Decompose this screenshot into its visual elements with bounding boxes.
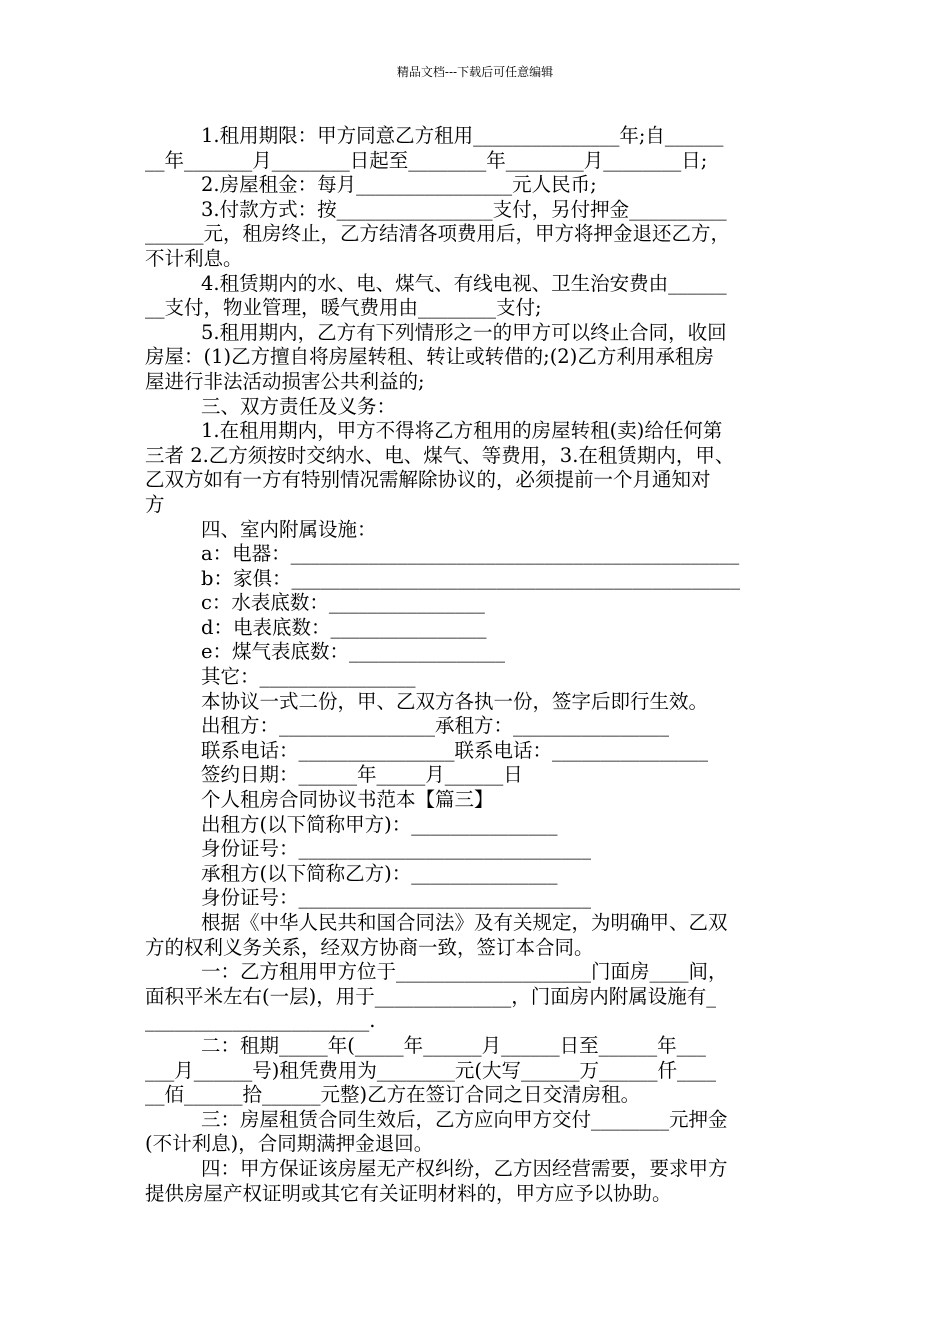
document-body (145, 124, 817, 1206)
text-line: 承租方(以下简称乙方)：_______________ (201, 861, 558, 885)
text-line: 屋进行非法活动损害公共利益的; (145, 369, 425, 393)
text-line: 签约日期：______年_____月______日 (201, 763, 523, 787)
text-line: 方 (145, 492, 165, 516)
text-line: 方的权利义务关系，经双方协商一致，签订本合同。 (145, 935, 594, 959)
text-line: 根据《中华人民共和国合同法》及有关规定，为明确甲、乙双 (201, 911, 728, 934)
text-line: 2.房屋租金：每月________________元人民币; (201, 173, 597, 197)
text-line: c：水表底数：________________ (201, 591, 485, 615)
text-line: 一：乙方租用甲方位于____________________门面房____间， (201, 960, 728, 984)
text-line: __佰______拾______元整)乙方在签订合同之日交清房租。 (145, 1083, 641, 1107)
text-line: 身份证号：______________________________ (201, 886, 592, 910)
text-line: 四、室内附属设施： (201, 517, 377, 541)
text-line: 1.租用期限：甲方同意乙方租用_______________年;自______ (201, 124, 724, 147)
text-line: ______元，租房终止，乙方结清各项费用后，甲方将押金退还乙方， (145, 222, 731, 246)
text-line: 联系电话：________________联系电话：________________ (201, 738, 709, 762)
text-line: 3.付款方式：按________________支付，另付押金__________ (201, 197, 727, 221)
text-line: 二：租期_____年(_____年______月______日至______年___ (201, 1033, 706, 1057)
text-line: d：电表底数：________________ (201, 615, 487, 639)
text-line: 房屋：(1)乙方擅自将房屋转租、转让或转借的;(2)乙方利用承租房 (145, 345, 714, 369)
text-line: 5.租用期内，乙方有下列情形之一的甲方可以终止合同，收回 (201, 320, 727, 344)
text-line: 本协议一式二份，甲、乙双方各执一份，签字后即行生效。 (201, 689, 709, 713)
text-line: 三、双方责任及义务： (201, 394, 397, 418)
text-line: 四：甲方保证该房屋无产权纠纷，乙方因经营需要，要求甲方 (201, 1156, 728, 1180)
text-line: __年_______月________日起至________年________月________日; (145, 148, 708, 172)
text-line: 三者 2.乙方须按时交纳水、电、煤气、等费用，3.在租赁期内，甲、 (145, 443, 735, 467)
text-line: 身份证号：______________________________ (201, 837, 592, 861)
text-line: 出租方(以下简称甲方)：_______________ (201, 812, 558, 836)
text-line: (不计利息)，合同期满押金退回。 (145, 1132, 434, 1156)
text-line: 提供房屋产权证明或其它有关证明材料的，甲方应予以协助。 (145, 1181, 672, 1205)
text-line: 出租方：________________承租方：________________ (201, 714, 670, 738)
text-line: 1.在租用期内，甲方不得将乙方租用的房屋转租(卖)给任何第 (201, 419, 723, 443)
text-line: 面积平米左右(一层)，用于______________，门面房内附属设施有_ (145, 984, 716, 1008)
text-line: 4.租赁期内的水、电、煤气、有线电视、卫生治安费由______ (201, 271, 727, 295)
text-line: 不计利息。 (145, 246, 243, 270)
text-line: b：家俱：______________________________________________ (201, 566, 740, 590)
text-line: 个人租房合同协议书范本【篇三】 (201, 788, 494, 812)
text-line: e：煤气表底数：________________ (201, 640, 506, 664)
text-line: 乙双方如有一方有特别情况需解除协议的，必须提前一个月通知对 (145, 468, 711, 492)
text-line: _______________________. (145, 1009, 376, 1033)
page-header: 精品文档---下载后可任意编辑 (396, 65, 554, 79)
text-line: __支付，物业管理，暖气费用由________支付; (145, 296, 542, 320)
text-line: a：电器：______________________________________________ (201, 542, 740, 566)
text-line: 其它：________________ (201, 665, 416, 689)
text-line: ___月______号)租凭费用为________元(大写______万______仟____ (145, 1058, 716, 1082)
text-line: 三：房屋租赁合同生效后，乙方应向甲方交付________元押金 (201, 1107, 728, 1131)
